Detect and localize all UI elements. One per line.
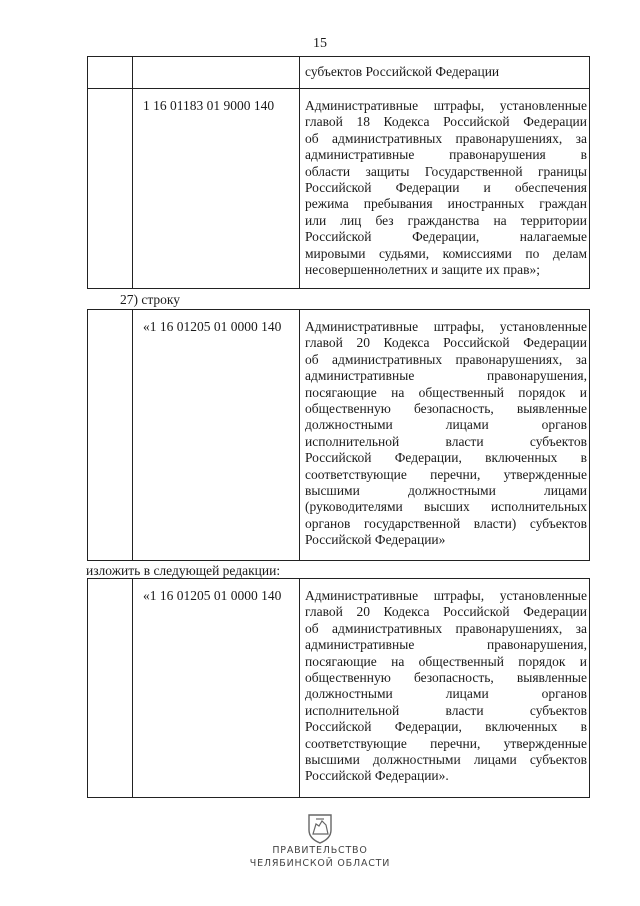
description-line: должностными лицами органов (305, 686, 587, 702)
table-cell-empty (88, 579, 133, 797)
description-line: несовершеннолетних и защите их прав»; (305, 262, 540, 278)
table-cell-code (132, 579, 300, 797)
row3-description (305, 319, 587, 549)
row1-description (305, 64, 587, 80)
description-line: Российской Федерации» (305, 532, 446, 548)
budget-code: «1 16 01205 01 0000 140 (143, 588, 282, 603)
budget-code: «1 16 01205 01 0000 140 (143, 319, 282, 334)
description-line: (руководителями высших исполнительных (305, 499, 587, 515)
table-cell-code (132, 57, 300, 88)
description-line: органов государственной власти) субъектов (305, 515, 587, 531)
description-line: режима пребывания иностранных граждан (305, 196, 587, 212)
description-line: должностными лицами органов (305, 417, 587, 433)
description-line: высшими должностными лицами субъектов (305, 752, 587, 768)
table-row (87, 578, 590, 798)
description-line: общественную безопасность, выявленные (305, 401, 587, 417)
description-line: Российской Федерации и обеспечения (305, 180, 587, 196)
description-line: области защиты Государственной границы (305, 163, 587, 179)
description-line: исполнительной власти субъектов (305, 433, 587, 449)
description-line: Российской Федерации, включенных в (305, 450, 587, 466)
row4-description (305, 588, 587, 785)
row2-description (305, 98, 587, 278)
description-line: соответствующие перечни, утвержденные (305, 735, 587, 751)
description-line: общественную безопасность, выявленные (305, 670, 587, 686)
description-line: административные правонарушения в (305, 147, 587, 163)
government-seal-line2: ЧЕЛЯБИНСКОЙ ОБЛАСТИ (249, 858, 391, 869)
description-line: Российской Федерации, включенных в (305, 719, 587, 735)
table-cell-empty (88, 310, 133, 560)
table-cell-empty (88, 57, 133, 88)
description-line: об административных правонарушениях, за (305, 130, 587, 146)
table-cell-empty (88, 89, 133, 288)
description-line: Российской Федерации, налагаемые (305, 229, 587, 245)
description-line: об административных правонарушениях, за (305, 620, 587, 636)
new-edition-label: изложить в следующей редакции: (86, 563, 281, 578)
description-line: посягающие на общественный порядок и (305, 384, 587, 400)
description-line: Российской Федерации». (305, 768, 449, 784)
description-line: Административные штрафы, установленные (305, 588, 587, 603)
description-line: или лиц без гражданства на территории (305, 212, 587, 228)
item-27-label: 27) строку (120, 292, 181, 307)
chelyabinsk-coat-of-arms-icon (0, 812, 640, 849)
description-line: Административные штрафы, установленные (305, 98, 587, 113)
description-line: субъектов Российской Федерации (305, 64, 500, 79)
table-row (87, 56, 590, 89)
description-line: главой 20 Кодекса Российской Федерации (305, 335, 587, 351)
table-row (87, 309, 590, 561)
table-row (87, 88, 590, 289)
description-line: главой 18 Кодекса Российской Федерации (305, 114, 587, 130)
description-line: мировыми судьями, комиссиями по делам (305, 245, 587, 261)
description-line: административные правонарушения, (305, 368, 587, 384)
page-number: 15 (313, 36, 327, 51)
description-line: высшими должностными лицами (305, 483, 587, 499)
description-line: посягающие на общественный порядок и (305, 653, 587, 669)
government-seal-line1: ПРАВИТЕЛЬСТВО (272, 845, 368, 856)
description-line: исполнительной власти субъектов (305, 702, 587, 718)
budget-code: 1 16 01183 01 9000 140 (143, 98, 275, 113)
description-line: Административные штрафы, установленные (305, 319, 587, 334)
description-line: административные правонарушения, (305, 637, 587, 653)
description-line: соответствующие перечни, утвержденные (305, 466, 587, 482)
table-cell-code (132, 89, 300, 288)
table-cell-code (132, 310, 300, 560)
description-line: об административных правонарушениях, за (305, 351, 587, 367)
description-line: главой 20 Кодекса Российской Федерации (305, 604, 587, 620)
